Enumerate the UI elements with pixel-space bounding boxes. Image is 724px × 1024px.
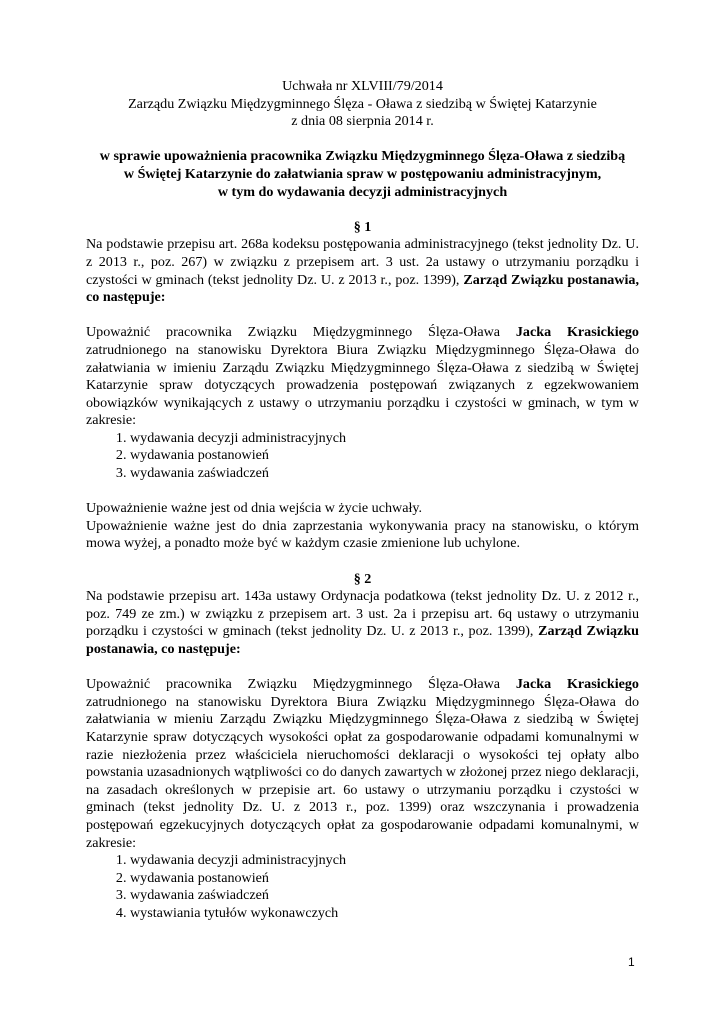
subject-line-2: w Świętej Katarzynie do załatwiania spraw w postępowaniu administracyjnym, [123, 165, 602, 182]
section-1-basis-decision: Zarząd Związku postanawia, co następuje: [86, 271, 640, 306]
section-1-authorization [86, 324, 639, 430]
section-1-scope-list [86, 430, 639, 483]
resolution-number: Uchwała nr XLVIII/79/2014 [282, 78, 443, 94]
section-1-legal-basis [86, 236, 639, 306]
resolution-header [86, 78, 639, 131]
section-2-authorization [86, 676, 639, 852]
section-2-heading: § 2 [353, 570, 372, 587]
document-page [86, 78, 639, 923]
resolution-date: z dnia 08 sierpnia 2014 r. [291, 113, 434, 130]
subject-line-3: w tym do wydawania decyzji administracyjnych [217, 183, 508, 200]
list-item: 3. wydawania zaświadczeń [130, 887, 639, 905]
issuing-body: Zarządu Związku Międzygminnego Ślęza - Oława z siedzibą w Świętej Katarzynie [128, 95, 597, 112]
section-1-heading: § 1 [353, 218, 372, 235]
section-2-employee-name: Jacka Krasickiego [515, 676, 639, 693]
section-1-validity-end: Upoważnienie ważne jest do dnia zaprzestania wykonywania pracy na stanowisku, o którym mowa wyżej, a ponadto może być w każdym czasie zmienione lub uchylone. [86, 517, 639, 552]
section-2-auth-scope: zatrudnionego na stanowisku Dyrektora Biura Związku Międzygminnego Ślęza-Oława do załatwiania w mieniu Zarządu Związku Międzygminnego Ślęza-Oława z siedzibą w Świętej Katarzynie spraw dotyczących wysokości opłat za gospodarowanie odpadami komunalnymi w razie niezłożenia przez właściciela nieruchomości deklaracji o wysokości tej opłaty albo powstania uzasadnionych wątpliwości co do danych zawartych w złożonej przez niego deklaracji, na zasadach określonych w przepisie art. 6o ustawy o utrzymaniu porządku i czystości w gminach (tekst jednolity Dz. U. z 2013 r., poz. 1399) oraz wszczynania i prowadzenia postępowań egzekucyjnych dotyczących opłat za gospodarowanie odpadami komunalnymi, w zakresie: [86, 693, 639, 851]
section-1-auth-intro: Upoważnić pracownika Związku Międzygminnego Ślęza-Oława [86, 324, 501, 341]
section-1-employee-name: Jacka Krasickiego [515, 324, 639, 341]
resolution-subject [86, 148, 639, 201]
section-1-validity-start: Upoważnienie ważne jest od dnia wejścia w życie uchwały. [86, 500, 423, 517]
list-item: 1. wydawania decyzji administracyjnych [130, 430, 639, 448]
list-item: 2. wydawania postanowień [130, 447, 639, 465]
list-item: 4. wystawiania tytułów wykonawczych [130, 905, 639, 923]
list-item: 2. wydawania postanowień [130, 870, 639, 888]
section-2-basis-text: Na podstawie przepisu art. 143a ustawy Ordynacja podatkowa (tekst jednolity Dz. U. z 2012 r., poz. 749 ze zm.) w związku z przepisem art. 3 ust. 2a i przepisu art. 6q ustawy o utrzymaniu porządku i czystości w gminach (tekst jednolity Dz. U. z 2013 r., poz. 1399), [86, 588, 639, 640]
subject-line-1: w sprawie upoważnienia pracownika Związku Międzygminnego Ślęza-Oława z siedzibą [99, 148, 626, 165]
section-1-auth-scope: zatrudnionego na stanowisku Dyrektora Biura Związku Międzygminnego Ślęza-Oława do załatwiania w imieniu Zarządu Związku Międzygminnego Ślęza-Oława z siedzibą w Świętej Katarzynie spraw dotyczących prowadzenia postępowań związanych z egzekwowaniem obowiązków wynikających z ustawy o utrzymaniu porządku i czystości w gminach, w tym w zakresie: [86, 341, 639, 429]
page-number: 1 [628, 955, 635, 969]
section-2-basis-decision: Zarząd Związku postanawia, co następuje: [86, 623, 639, 657]
list-item: 1. wydawania decyzji administracyjnych [130, 852, 639, 870]
section-1-basis-text: Na podstawie przepisu art. 268a kodeksu postępowania administracyjnego (tekst jednolity Dz. U. z 2013 r., poz. 267) w związku z przepisem art. 3 ust. 2a ustawy o utrzymaniu porządku i czystości w gminach (tekst jednolity Dz. U. z 2013 r., poz. 1399), [86, 236, 639, 288]
section-2-auth-intro: Upoważnić pracownika Związku Międzygminnego Ślęza-Oława [86, 676, 501, 693]
section-2-legal-basis [86, 588, 639, 658]
section-2-scope-list [86, 852, 639, 922]
list-item: 3. wydawania zaświadczeń [130, 465, 639, 483]
